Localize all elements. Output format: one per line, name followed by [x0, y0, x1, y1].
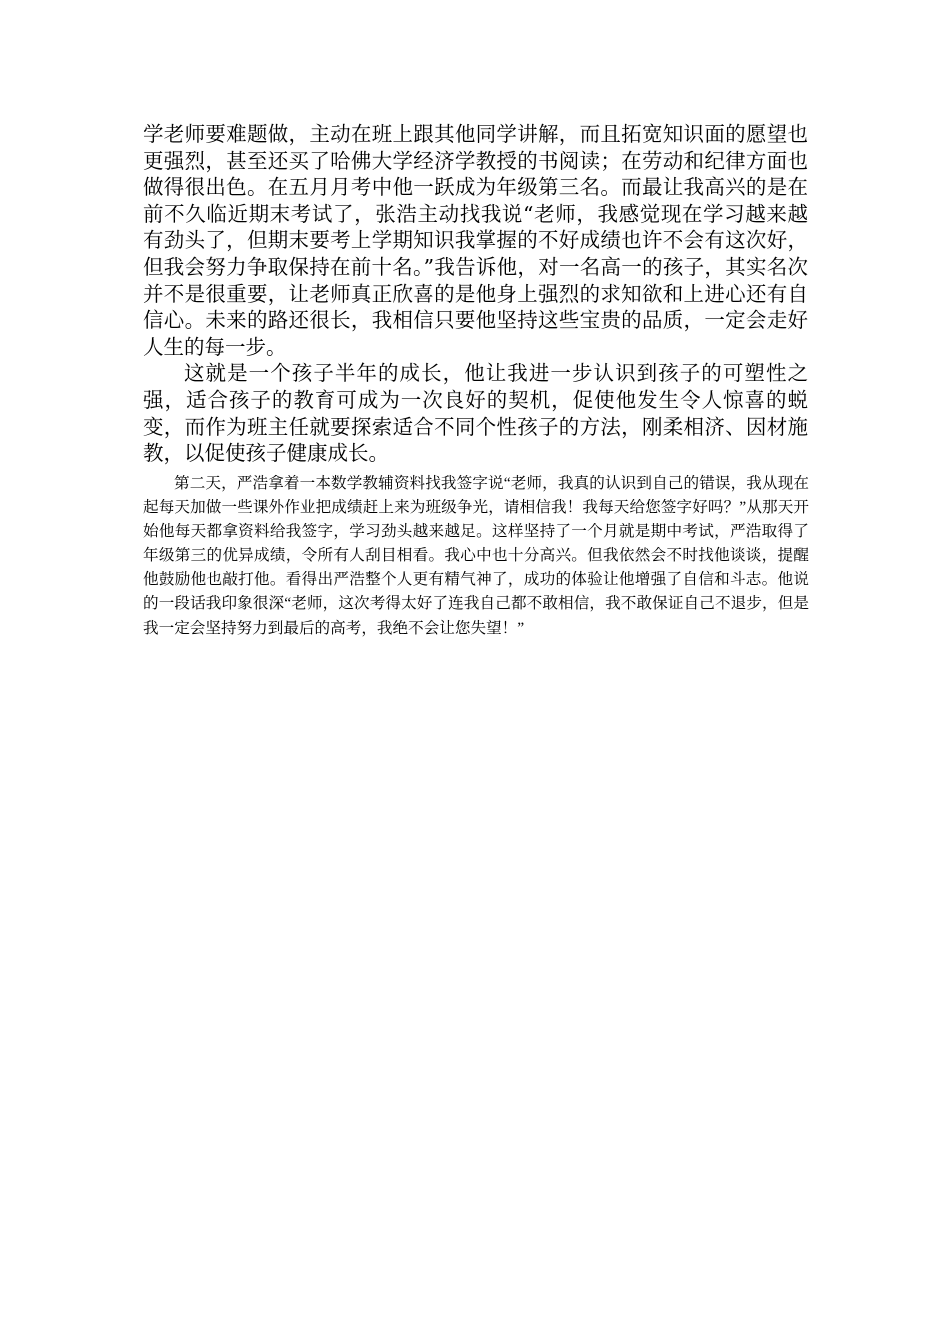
paragraph-story: 第二天，严浩拿着一本数学教辅资料找我签字说“老师，我真的认识到自己的错误，我从现在起每天加做一些课外作业把成绩赶上来为班级争光，请相信我！我每天给您签字好吗？”从那天开始他每天都拿资料给我签字，学习劲头越来越足。这样坚持了一个月就是期中考试，严浩取得了年级第三的优异成绩，令所有人刮目相看。我心中也十分高兴。但我依然会不时找他谈谈，提醒他鼓励他也敲打他。看得出严浩整个人更有精气神了，成功的体验让他增强了自信和斗志。他说的一段话我印象很深“老师，这次考得太好了连我自己都不敢相信，我不敢保证自己不退步，但是我一定会坚持努力到最后的高考，我绝不会让您失望！”	[143, 475, 809, 637]
paragraph-continuation: 学老师要难题做，主动在班上跟其他同学讲解，而且拓宽知识面的愿望也更强烈，甚至还买了哈佛大学经济学教授的书阅读；在劳动和纪律方面也做得很出色。在五月月考中他一跃成为年级第三名。而最让我高兴的是在前不久临近期末考试了，张浩主动找我说“老师，我感觉现在学习越来越有劲头了，但期末要考上学期知识我掌握的不好成绩也许不会有这次好，但我会努力争取保持在前十名。”我告诉他，对一名高一的孩子，其实名次并不是很重要，让老师真正欣喜的是他身上强烈的求知欲和上进心还有自信心。未来的路还很长，我相信只要他坚持这些宝贵的品质，一定会走好人生的每一步。	[143, 122, 808, 359]
section-one-text	[143, 121, 808, 467]
paragraph-conclusion: 这就是一个孩子半年的成长，他让我进一步认识到孩子的可塑性之强，适合孩子的教育可成为一次良好的契机，促使他发生令人惊喜的蜕变，而作为班主任就要探索适合不同个性孩子的方法，刚柔相济、因材施教，以促使孩子健康成长。	[143, 361, 808, 466]
section-two-text	[143, 472, 809, 641]
